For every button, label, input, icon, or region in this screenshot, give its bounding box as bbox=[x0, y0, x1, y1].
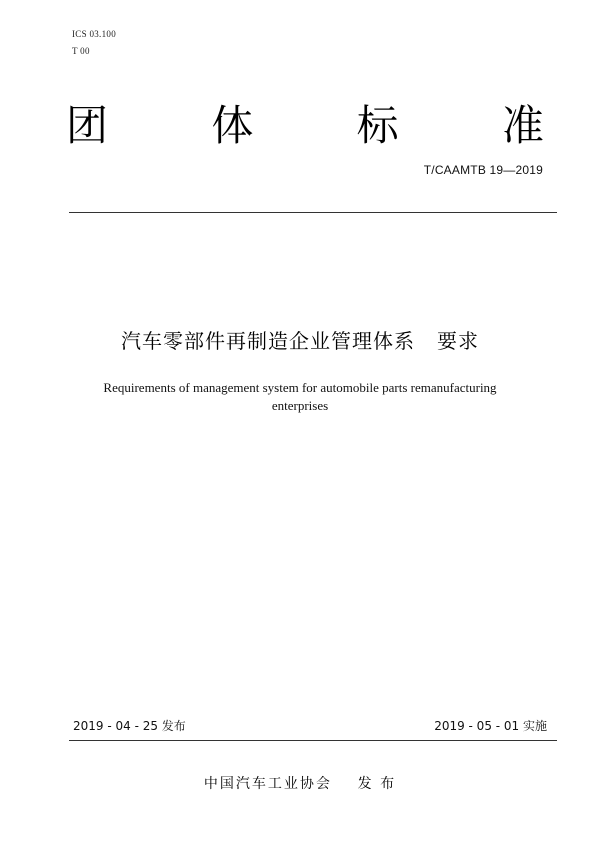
chinese-title: 汽车零部件再制造企业管理体系 要求 bbox=[120, 329, 480, 353]
english-title-line: Requirements of management system for automobile parts remanufacturing bbox=[103, 380, 497, 395]
document-type-char: 标 bbox=[356, 101, 399, 150]
publisher: 中国汽车工业协会 发 布 bbox=[203, 776, 397, 792]
document-type-char: 体 bbox=[211, 101, 254, 150]
document-type-char: 团 bbox=[66, 101, 109, 150]
document-type-char: 准 bbox=[501, 101, 544, 150]
publish-date: 2019 - 04 - 25 发布 bbox=[73, 719, 186, 733]
ics-code: ICS 03.100 bbox=[72, 29, 117, 39]
footer-divider bbox=[69, 740, 557, 741]
ccs-code: T 00 bbox=[72, 46, 90, 56]
english-title bbox=[60, 379, 540, 415]
implementation-date: 2019 - 05 - 01 实施 bbox=[434, 719, 547, 733]
document-type-title bbox=[66, 100, 544, 152]
standard-number: T/CAAMTB 19—2019 bbox=[423, 163, 543, 177]
english-title-line: enterprises bbox=[271, 398, 329, 413]
header-divider bbox=[69, 212, 557, 213]
